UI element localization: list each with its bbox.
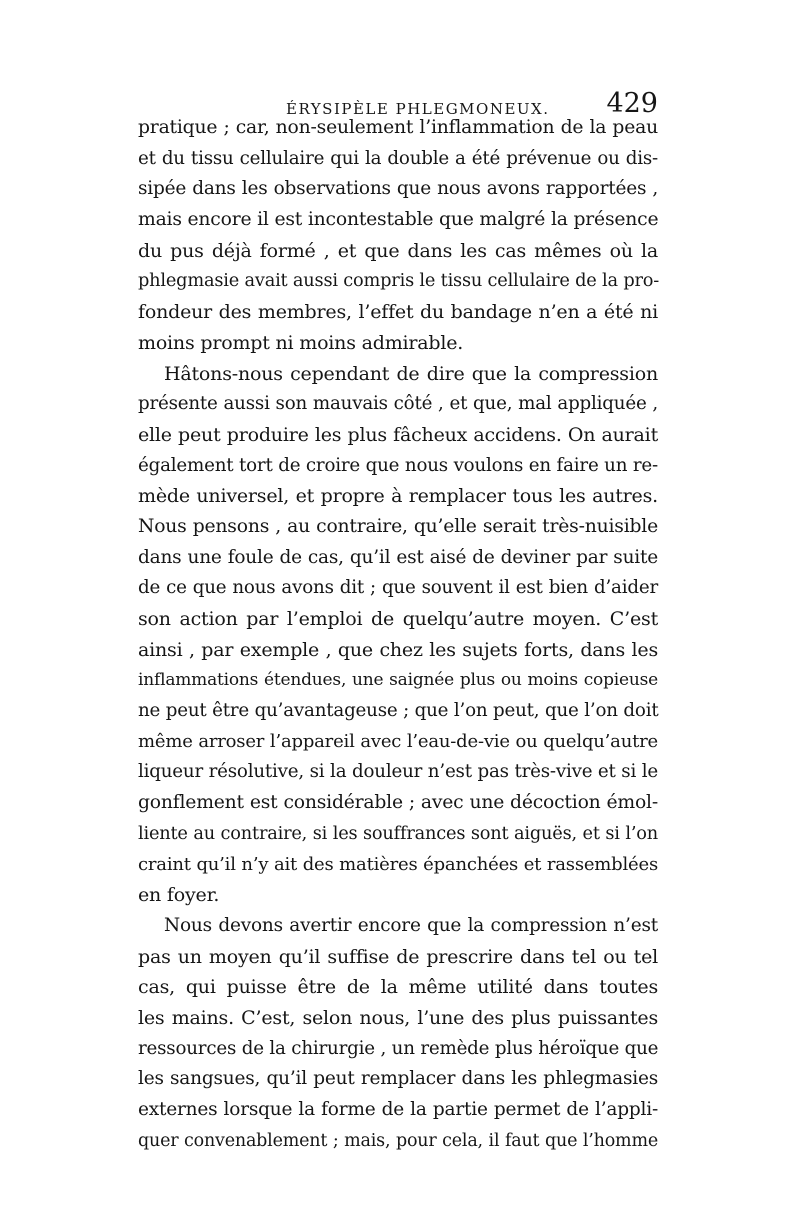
text-line: mais encore il est incontestable que malgré la présence xyxy=(138,209,659,231)
text-line: pas un moyen qu’il suffise de prescrire dans tel ou tel xyxy=(138,945,658,968)
text-line: du pus déjà formé , et que dans les cas mêmes où la xyxy=(138,239,658,262)
text-line: également tort de croire que nous voulons en faire un re- xyxy=(138,454,658,476)
text-line: liente au contraire, si les souffrances sont aiguës, et si l’on xyxy=(138,823,658,844)
text-line: ainsi , par exemple , que chez les sujets forts, dans les xyxy=(138,638,658,661)
text-line: cas, qui puisse être de la même utilité dans toutes xyxy=(138,976,658,999)
text-line: gonflement est considérable ; avec une décoction émol- xyxy=(138,792,658,814)
text-line: les sangsues, qu’il peut remplacer dans les phlegmasies xyxy=(138,1068,658,1090)
running-title: ÉRYSIPÈLE PHLEGMONEUX. xyxy=(286,100,550,118)
text-line: dans une foule de cas, qu’il est aisé de deviner par suite xyxy=(138,546,658,568)
text-line: mède universel, et propre à remplacer tous les autres. xyxy=(138,485,658,508)
text-line: ressources de la chirurgie , un remède plus héroïque que xyxy=(138,1037,659,1059)
text-line: Hâtons-nous cependant de dire que la compression xyxy=(164,362,658,385)
text-line: sipée dans les observations que nous avons rapportées , xyxy=(138,178,658,200)
text-line: et du tissu cellulaire qui la double a été prévenue ou dis- xyxy=(138,147,658,169)
text-line: fondeur des membres, l’effet du bandage n’en a été ni xyxy=(138,301,658,324)
text-line: même arroser l’appareil avec l’eau-de-vie ou quelqu’autre xyxy=(138,730,658,752)
page-number: 429 xyxy=(606,88,658,119)
text-line: inflammations étendues, une saignée plus ou moins copieuse xyxy=(138,670,658,691)
text-line: Nous devons avertir encore que la compression n’est xyxy=(164,914,658,936)
text-line: elle peut produire les plus fâcheux accidens. On aurait xyxy=(138,423,658,446)
text-line: en foyer. xyxy=(138,884,220,907)
text-line: les mains. C’est, selon nous, l’une des plus puissantes xyxy=(138,1006,658,1029)
text-line: présente aussi son mauvais côté , et que, mal appliquée , xyxy=(138,393,658,415)
body-text xyxy=(138,113,658,1156)
text-line: phlegmasie avait aussi compris le tissu cellulaire de la pro- xyxy=(138,271,660,292)
text-line: son action par l’emploi de quelqu’autre moyen. C’est xyxy=(138,608,658,630)
text-line: pratique ; car, non-seulement l’inflammation de la peau xyxy=(138,117,658,138)
text-line: externes lorsque la forme de la partie permet de l’appli- xyxy=(138,1099,658,1120)
text-line: de ce que nous avons dit ; que souvent il est bien d’aider xyxy=(138,577,658,599)
text-line: Nous pensons , au contraire, qu’elle serait très-nuisible xyxy=(138,515,658,537)
text-line: moins prompt ni moins admirable. xyxy=(138,331,464,354)
text-line: liqueur résolutive, si la douleur n’est pas très-vive et si le xyxy=(138,761,658,783)
text-line: craint qu’il n’y ait des matières épanchées et rassemblées xyxy=(138,853,658,875)
text-line: ne peut être qu’avantageuse ; que l’on peut, que l’on doit xyxy=(138,700,659,722)
text-line: quer convenablement ; mais, pour cela, il faut que l’homme xyxy=(138,1130,658,1151)
